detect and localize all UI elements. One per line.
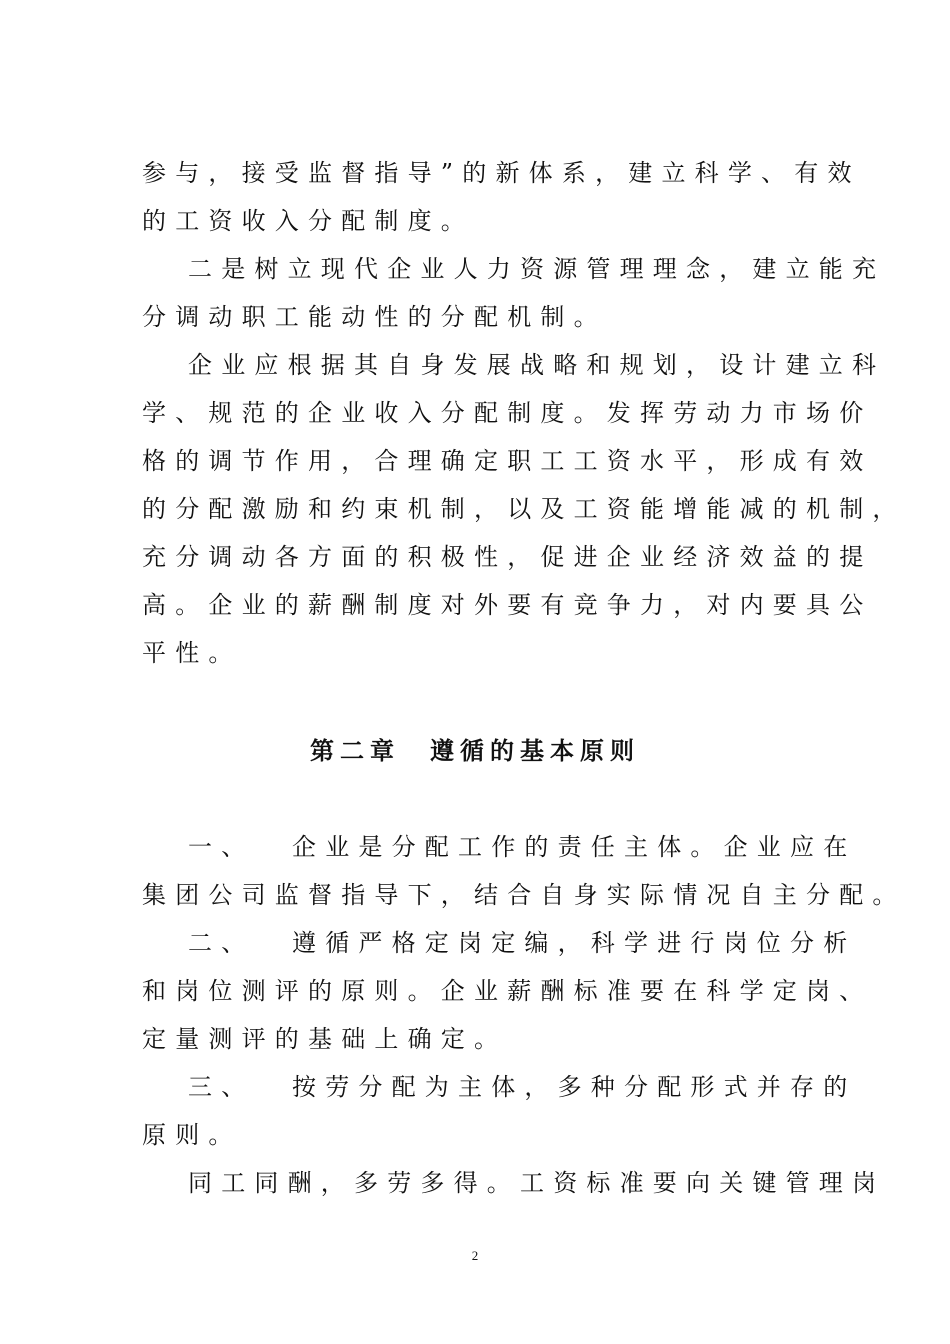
principle-text: 按劳分配为主体，多种分配形式并存的 (292, 1073, 857, 1101)
principle-number: 一、 (188, 833, 255, 861)
principle-text: 遵循严格定岗定编，科学进行岗位分析 (292, 929, 857, 957)
paragraph-line: 集团公司监督指导下，结合自身实际情况自主分配。 (142, 881, 906, 909)
principle-line (188, 927, 856, 959)
paragraph-line: 同工同酬，多劳多得。工资标准要向关键管理岗 (188, 1169, 886, 1197)
chapter-heading: 第二章 遵循的基本原则 (310, 736, 640, 765)
paragraph-line: 二是树立现代企业人力资源管理理念，建立能充 (188, 255, 886, 283)
paragraph-line: 参与，接受监督指导”的新体系，建立科学、有效 (142, 159, 861, 187)
principle-line (188, 831, 856, 863)
paragraph-line: 企业应根据其自身发展战略和规划，设计建立科 (188, 351, 886, 379)
principle-text: 企业是分配工作的责任主体。企业应在 (292, 833, 857, 861)
paragraph-line: 和岗位测评的原则。企业薪酬标准要在科学定岗、 (142, 977, 873, 1005)
paragraph-line: 原则。 (142, 1121, 242, 1149)
paragraph-line: 平性。 (142, 639, 242, 667)
paragraph-line: 定量测评的基础上确定。 (142, 1025, 508, 1053)
page-number: 2 (471, 1248, 479, 1263)
principle-number: 三、 (188, 1073, 255, 1101)
paragraph-line: 格的调节作用，合理确定职工工资水平，形成有效 (142, 447, 873, 475)
paragraph-line: 充分调动各方面的积极性，促进企业经济效益的提 (142, 543, 873, 571)
paragraph-line: 高。企业的薪酬制度对外要有竞争力，对内要具公 (142, 591, 873, 619)
paragraph-line: 的分配激励和约束机制，以及工资能增能减的机制， (142, 495, 906, 523)
principle-number: 二、 (188, 929, 255, 957)
principle-line (188, 1071, 856, 1103)
paragraph-line: 分调动职工能动性的分配机制。 (142, 303, 607, 331)
paragraph-line: 学、规范的企业收入分配制度。发挥劳动力市场价 (142, 399, 873, 427)
paragraph-line: 的工资收入分配制度。 (142, 207, 474, 235)
